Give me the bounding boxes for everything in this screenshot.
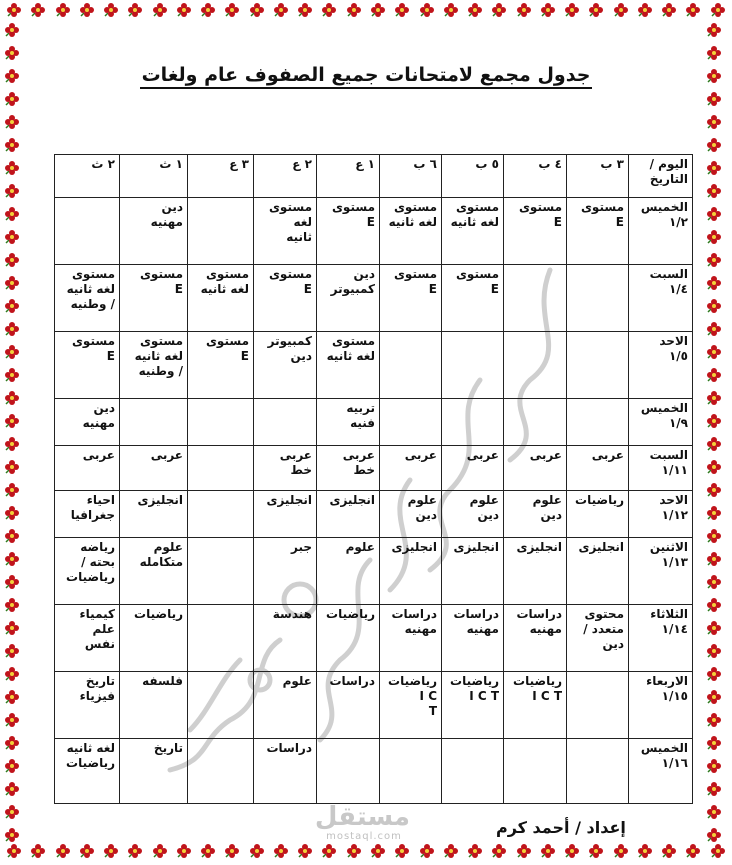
table-cell (55, 198, 120, 265)
flower-icon (394, 843, 410, 859)
flower-icon (370, 843, 386, 859)
table-cell: علوم (317, 538, 380, 605)
day-date-cell: الاثنين ١/١٣ (629, 538, 693, 605)
column-header: ٢ ع (254, 155, 317, 198)
flower-icon (273, 2, 289, 18)
flower-icon (706, 735, 722, 751)
flower-icon (370, 2, 386, 18)
flower-icon (152, 2, 168, 18)
right-flower-border (706, 22, 728, 843)
flower-icon (706, 160, 722, 176)
flower-icon (706, 91, 722, 107)
flower-icon (127, 843, 143, 859)
table-cell: رياضيات I C T (380, 672, 442, 739)
flower-icon (4, 229, 20, 245)
table-row (55, 538, 693, 605)
table-cell: مستوى لغه ثانيه / وطنيه (55, 265, 120, 332)
flower-icon (706, 620, 722, 636)
table-cell: مستوى E (254, 265, 317, 332)
flower-icon (491, 843, 507, 859)
day-date-cell: السبت ١/٤ (629, 265, 693, 332)
flower-icon (346, 2, 362, 18)
flower-icon (706, 45, 722, 61)
table-cell: عربى (567, 446, 629, 491)
flower-icon (706, 666, 722, 682)
flower-icon (706, 827, 722, 843)
table-cell (504, 739, 567, 804)
flower-icon (4, 689, 20, 705)
flower-icon (4, 252, 20, 268)
flower-icon (710, 843, 726, 859)
flower-icon (588, 843, 604, 859)
flower-icon (321, 2, 337, 18)
flower-icon (176, 843, 192, 859)
table-cell (504, 399, 567, 446)
exam-schedule-table (54, 154, 693, 804)
flower-icon (710, 2, 726, 18)
flower-icon (685, 2, 701, 18)
table-cell: دراسات مهنيه (504, 605, 567, 672)
column-header: ٣ ب (567, 155, 629, 198)
flower-icon (706, 390, 722, 406)
table-cell (567, 672, 629, 739)
table-cell: كيمياء علم نفس (55, 605, 120, 672)
table-cell: دراسات مهنيه (442, 605, 504, 672)
flower-icon (4, 436, 20, 452)
flower-icon (4, 482, 20, 498)
flower-icon (564, 843, 580, 859)
flower-icon (706, 758, 722, 774)
table-cell: دراسات (317, 672, 380, 739)
table-cell: عربى (442, 446, 504, 491)
table-cell: علوم متكامله (120, 538, 188, 605)
table-row (55, 399, 693, 446)
flower-icon (467, 843, 483, 859)
table-cell: انجليزى (567, 538, 629, 605)
flower-icon (443, 2, 459, 18)
flower-icon (706, 436, 722, 452)
column-header: ١ ث (120, 155, 188, 198)
column-header: اليوم / التاريخ (629, 155, 693, 198)
table-cell: مستوى لغه ثانيه (188, 265, 254, 332)
table-cell: انجليزى (254, 491, 317, 538)
table-cell (504, 332, 567, 399)
flower-icon (224, 843, 240, 859)
table-cell (188, 446, 254, 491)
flower-icon (443, 843, 459, 859)
flower-icon (79, 843, 95, 859)
flower-icon (297, 2, 313, 18)
flower-icon (4, 321, 20, 337)
flower-icon (152, 843, 168, 859)
flower-icon (419, 843, 435, 859)
table-cell: مستوى لغه ثانيه (254, 198, 317, 265)
flower-icon (540, 2, 556, 18)
table-cell: دراسات (254, 739, 317, 804)
table-cell: مستوى E (567, 198, 629, 265)
table-cell: انجليزى (442, 538, 504, 605)
flower-icon (4, 574, 20, 590)
flower-icon (706, 643, 722, 659)
flower-icon (516, 843, 532, 859)
flower-icon (706, 482, 722, 498)
flower-icon (706, 459, 722, 475)
flower-icon (30, 843, 46, 859)
column-header: ٥ ب (442, 155, 504, 198)
table-cell (254, 399, 317, 446)
table-cell: عربى (504, 446, 567, 491)
table-cell (442, 399, 504, 446)
flower-icon (706, 781, 722, 797)
flower-icon (706, 137, 722, 153)
flower-icon (4, 114, 20, 130)
flower-icon (419, 2, 435, 18)
flower-icon (4, 22, 20, 38)
table-cell: علوم دين (442, 491, 504, 538)
table-cell (567, 265, 629, 332)
flower-icon (661, 843, 677, 859)
table-cell: دين كمبيوتر (317, 265, 380, 332)
table-cell: مستوى E (380, 265, 442, 332)
flower-icon (4, 91, 20, 107)
flower-icon (540, 843, 556, 859)
column-header: ٤ ب (504, 155, 567, 198)
flower-icon (706, 275, 722, 291)
table-row (55, 332, 693, 399)
flower-icon (613, 2, 629, 18)
flower-icon (4, 712, 20, 728)
flower-icon (706, 551, 722, 567)
prepared-by: إعداد / أحمد كرم (496, 818, 626, 837)
flower-icon (4, 160, 20, 176)
table-cell (380, 399, 442, 446)
day-date-cell: الخميس ١/٢ (629, 198, 693, 265)
flower-icon (706, 528, 722, 544)
table-cell: هندسة (254, 605, 317, 672)
flower-icon (4, 505, 20, 521)
flower-icon (706, 804, 722, 820)
table-row (55, 739, 693, 804)
table-cell: علوم دين (380, 491, 442, 538)
flower-icon (706, 321, 722, 337)
flower-icon (613, 843, 629, 859)
flower-icon (4, 735, 20, 751)
flower-icon (4, 666, 20, 682)
table-cell (442, 332, 504, 399)
column-header: ٢ ث (55, 155, 120, 198)
flower-icon (79, 2, 95, 18)
flower-icon (706, 689, 722, 705)
flower-icon (4, 298, 20, 314)
flower-icon (103, 2, 119, 18)
day-date-cell: الاربعاء ١/١٥ (629, 672, 693, 739)
flower-icon (4, 528, 20, 544)
table-cell (188, 198, 254, 265)
flower-icon (127, 2, 143, 18)
flower-icon (30, 2, 46, 18)
table-row (55, 605, 693, 672)
flower-icon (103, 843, 119, 859)
day-date-cell: الثلاثاء ١/١٤ (629, 605, 693, 672)
table-row (55, 265, 693, 332)
day-date-cell: الخميس ١/٩ (629, 399, 693, 446)
header-row (55, 155, 693, 198)
table-cell: مستوى E (504, 198, 567, 265)
table-cell: تاريخ (120, 739, 188, 804)
table-cell: احياء جغرافيا (55, 491, 120, 538)
table-cell: رياضيات I C T (504, 672, 567, 739)
flower-icon (516, 2, 532, 18)
table-cell: تربيه فنيه (317, 399, 380, 446)
table-cell: مستوى E (442, 265, 504, 332)
table-cell (567, 739, 629, 804)
table-cell: رياضه بحته / رياضيات (55, 538, 120, 605)
table-cell: انجليزى (317, 491, 380, 538)
table-cell (188, 605, 254, 672)
table-cell: كمبيوتر دين (254, 332, 317, 399)
table-cell (120, 399, 188, 446)
flower-icon (4, 643, 20, 659)
table-cell: دين مهنيه (55, 399, 120, 446)
flower-icon (4, 183, 20, 199)
flower-icon (6, 2, 22, 18)
flower-icon (637, 843, 653, 859)
flower-icon (706, 252, 722, 268)
flower-icon (249, 843, 265, 859)
table-cell: مستوى لغه ثانيه (442, 198, 504, 265)
flower-icon (4, 275, 20, 291)
flower-icon (200, 2, 216, 18)
flower-icon (706, 344, 722, 360)
flower-icon (249, 2, 265, 18)
column-header: ٦ ب (380, 155, 442, 198)
flower-icon (297, 843, 313, 859)
table-cell (380, 332, 442, 399)
flower-icon (6, 843, 22, 859)
flower-icon (467, 2, 483, 18)
flower-icon (4, 206, 20, 222)
flower-icon (661, 2, 677, 18)
flower-icon (4, 390, 20, 406)
logo-latin: mostaql.com (326, 831, 402, 842)
table-cell: عربى خط (254, 446, 317, 491)
table-cell (188, 739, 254, 804)
flower-icon (491, 2, 507, 18)
flower-icon (4, 804, 20, 820)
table-cell: عربى (120, 446, 188, 491)
flower-icon (706, 114, 722, 130)
table-cell: رياضيات (567, 491, 629, 538)
flower-icon (4, 551, 20, 567)
table-row (55, 491, 693, 538)
flower-icon (321, 843, 337, 859)
table-cell (188, 538, 254, 605)
flower-icon (4, 620, 20, 636)
flower-icon (55, 2, 71, 18)
table-cell: تاريخ فيزياء (55, 672, 120, 739)
table-cell: انجليزى (380, 538, 442, 605)
table-cell (188, 491, 254, 538)
table-cell (188, 672, 254, 739)
flower-icon (4, 781, 20, 797)
bottom-flower-border (6, 843, 726, 863)
table-cell: مستوى E (188, 332, 254, 399)
flower-icon (706, 22, 722, 38)
document-title (0, 64, 732, 86)
flower-icon (706, 712, 722, 728)
table-cell: دراسات مهنيه (380, 605, 442, 672)
table-cell: فلسفه (120, 672, 188, 739)
flower-icon (55, 843, 71, 859)
day-date-cell: الاحد ١/٥ (629, 332, 693, 399)
left-flower-border (4, 22, 26, 843)
table-cell: مستوى لغه ثانيه / وطنيه (120, 332, 188, 399)
flower-icon (706, 183, 722, 199)
flower-icon (706, 413, 722, 429)
logo-arabic: مستقل (314, 802, 410, 832)
table-cell: محتوى متعدد / دين (567, 605, 629, 672)
day-date-cell: الخميس ١/١٦ (629, 739, 693, 804)
table-cell: رياضيات I C T (442, 672, 504, 739)
flower-icon (706, 229, 722, 245)
table-cell: دين مهنيه (120, 198, 188, 265)
title-text: جدول مجمع لامتحانات جميع الصفوف عام ولغات (140, 64, 593, 89)
flower-icon (706, 505, 722, 521)
table-cell: مستوى E (55, 332, 120, 399)
flower-icon (706, 574, 722, 590)
table-cell (504, 265, 567, 332)
top-flower-border (6, 2, 726, 22)
flower-icon (706, 206, 722, 222)
table-cell: انجليزى (120, 491, 188, 538)
column-header: ١ ع (317, 155, 380, 198)
table-cell: جبر (254, 538, 317, 605)
table-cell: علوم (254, 672, 317, 739)
table-cell: رياضيات (317, 605, 380, 672)
flower-icon (637, 2, 653, 18)
table-cell (442, 739, 504, 804)
flower-icon (200, 843, 216, 859)
flower-icon (706, 367, 722, 383)
day-date-cell: الاحد ١/١٢ (629, 491, 693, 538)
flower-icon (564, 2, 580, 18)
flower-icon (176, 2, 192, 18)
table-cell: لغه ثانيه رياضيات (55, 739, 120, 804)
flower-icon (4, 459, 20, 475)
column-header: ٣ ع (188, 155, 254, 198)
table-cell: مستوى لغه ثانيه (317, 332, 380, 399)
flower-icon (4, 137, 20, 153)
flower-icon (273, 843, 289, 859)
table-cell: مستوى لغه ثانيه (380, 198, 442, 265)
flower-icon (4, 758, 20, 774)
flower-icon (4, 413, 20, 429)
day-date-cell: السبت ١/١١ (629, 446, 693, 491)
table-cell: انجليزى (504, 538, 567, 605)
table-cell: عربى خط (317, 446, 380, 491)
flower-icon (706, 597, 722, 613)
table-cell (380, 739, 442, 804)
table-cell (567, 399, 629, 446)
flower-icon (4, 367, 20, 383)
table-cell: مستوى E (120, 265, 188, 332)
flower-icon (4, 45, 20, 61)
table-cell: مستوى E (317, 198, 380, 265)
table-cell: عربى (55, 446, 120, 491)
mostaql-logo (314, 802, 410, 842)
table-cell (317, 739, 380, 804)
table-cell: عربى (380, 446, 442, 491)
flower-icon (588, 2, 604, 18)
flower-icon (685, 843, 701, 859)
table-cell (188, 399, 254, 446)
flower-icon (346, 843, 362, 859)
table-cell (567, 332, 629, 399)
table-row (55, 672, 693, 739)
table-row (55, 198, 693, 265)
table-cell: رياضيات (120, 605, 188, 672)
table-cell: علوم دين (504, 491, 567, 538)
flower-icon (4, 597, 20, 613)
flower-icon (394, 2, 410, 18)
flower-icon (706, 298, 722, 314)
table-row (55, 446, 693, 491)
flower-icon (4, 344, 20, 360)
flower-icon (224, 2, 240, 18)
flower-icon (4, 827, 20, 843)
